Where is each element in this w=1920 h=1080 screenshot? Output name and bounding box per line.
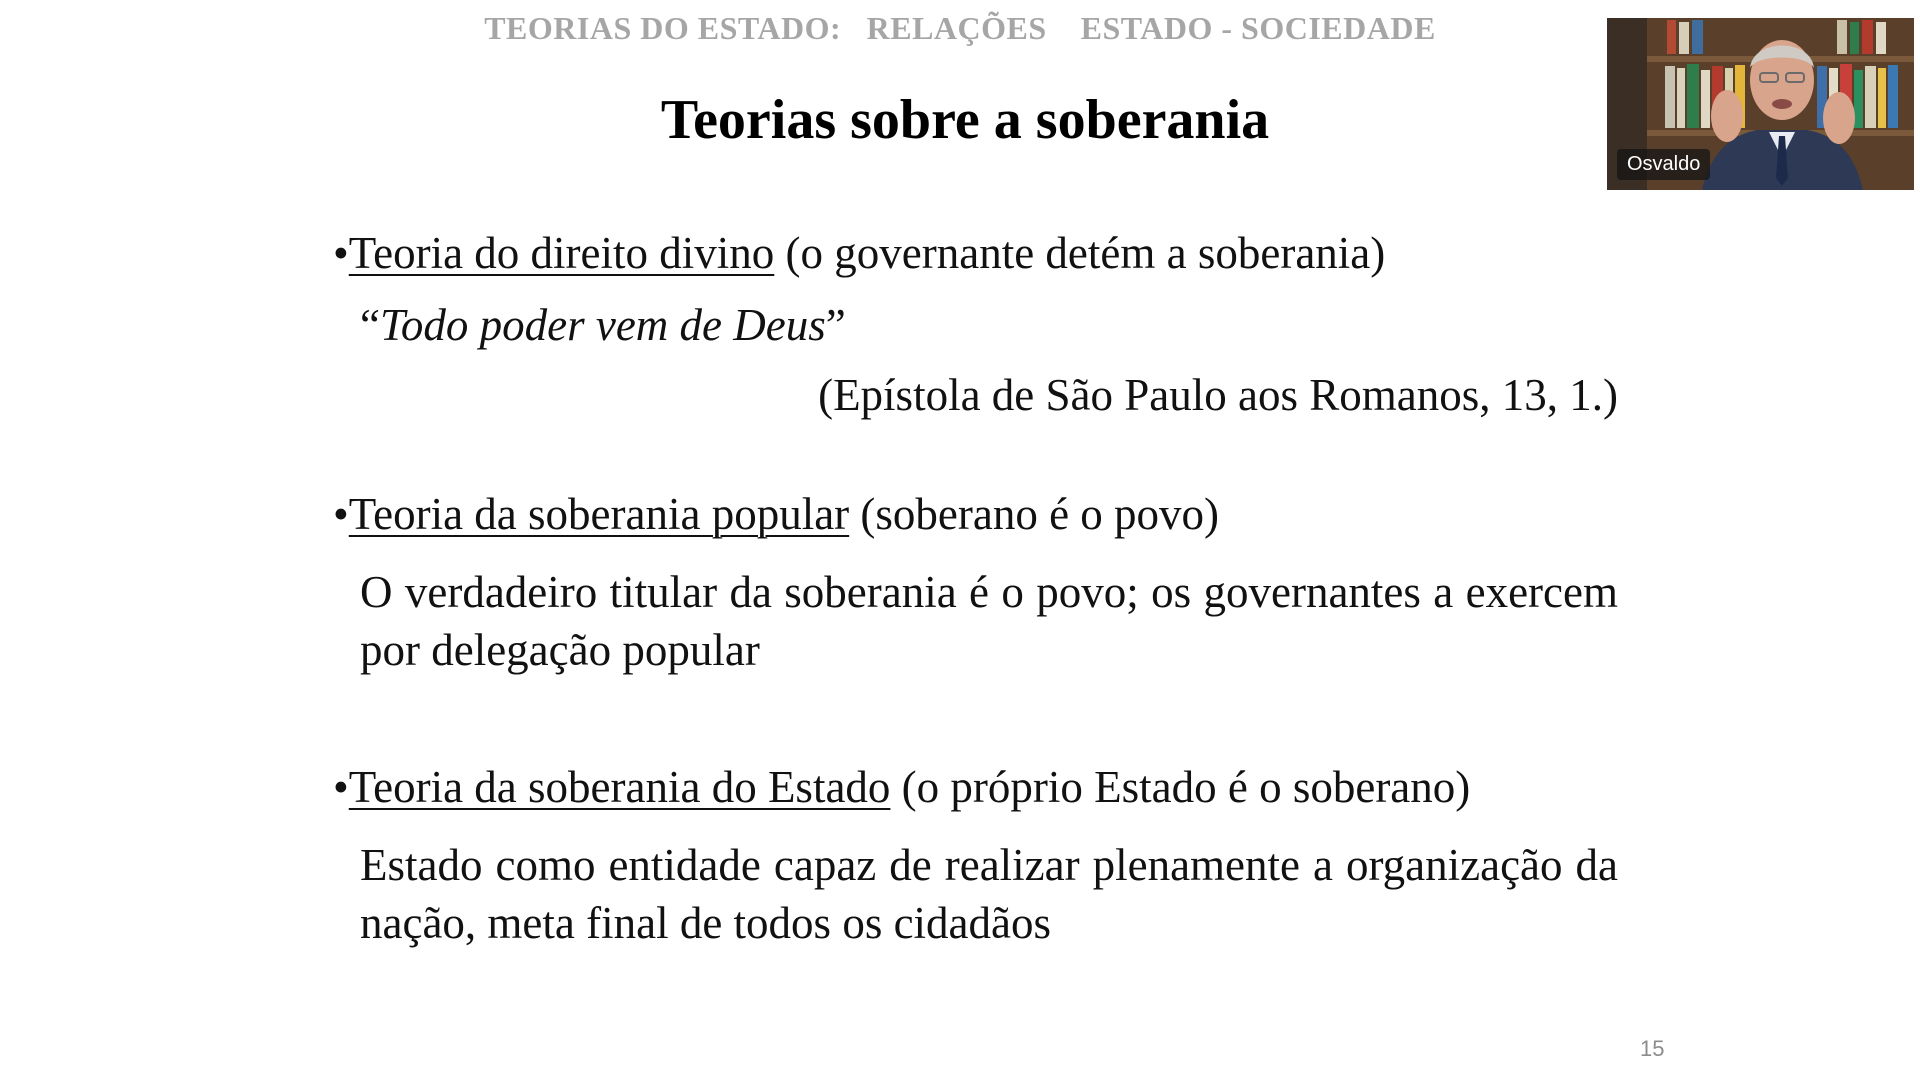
section-heading — [333, 758, 1618, 816]
section-heading — [333, 485, 1618, 543]
bullet-marker: • — [333, 489, 349, 539]
section-heading — [333, 224, 1618, 282]
slide-title: Teorias sobre a soberania — [660, 89, 1270, 151]
theory-term: Teoria da soberania popular — [348, 489, 850, 539]
theory-description: O verdadeiro titular da soberania é o povo; os governantes a exercem por delegação popular — [360, 567, 1618, 675]
bullet-marker: • — [333, 762, 349, 812]
quote-text: Todo poder vem de Deus — [379, 300, 826, 350]
quote-close: ” — [825, 300, 846, 350]
section-divine-right — [333, 224, 1618, 424]
quote-line — [333, 296, 1618, 354]
theory-term: Teoria do direito divino — [348, 228, 775, 278]
section-state-sovereignty — [333, 758, 1618, 952]
theory-note: (soberano é o povo) — [849, 489, 1220, 539]
quote-open: “ — [360, 300, 380, 350]
section-popular-sovereignty — [333, 485, 1618, 679]
citation: (Epístola de São Paulo aos Romanos, 13, 1.) — [818, 370, 1618, 420]
page-number: 15 — [1640, 1036, 1665, 1061]
participant-name-label: Osvaldo — [1617, 149, 1710, 180]
theory-note: (o governante detém a soberania) — [774, 228, 1386, 278]
slide-header: TEORIAS DO ESTADO: RELAÇÕES ESTADO - SOCIEDADE — [484, 10, 1436, 46]
participant-video-tile[interactable] — [1607, 18, 1914, 190]
theory-term: Teoria da soberania do Estado — [348, 762, 891, 812]
bullet-marker: • — [333, 228, 349, 278]
theory-description: Estado como entidade capaz de realizar plenamente a organização da nação, meta final de todos os cidadãos — [360, 840, 1618, 948]
theory-note: (o próprio Estado é o soberano) — [890, 762, 1471, 812]
